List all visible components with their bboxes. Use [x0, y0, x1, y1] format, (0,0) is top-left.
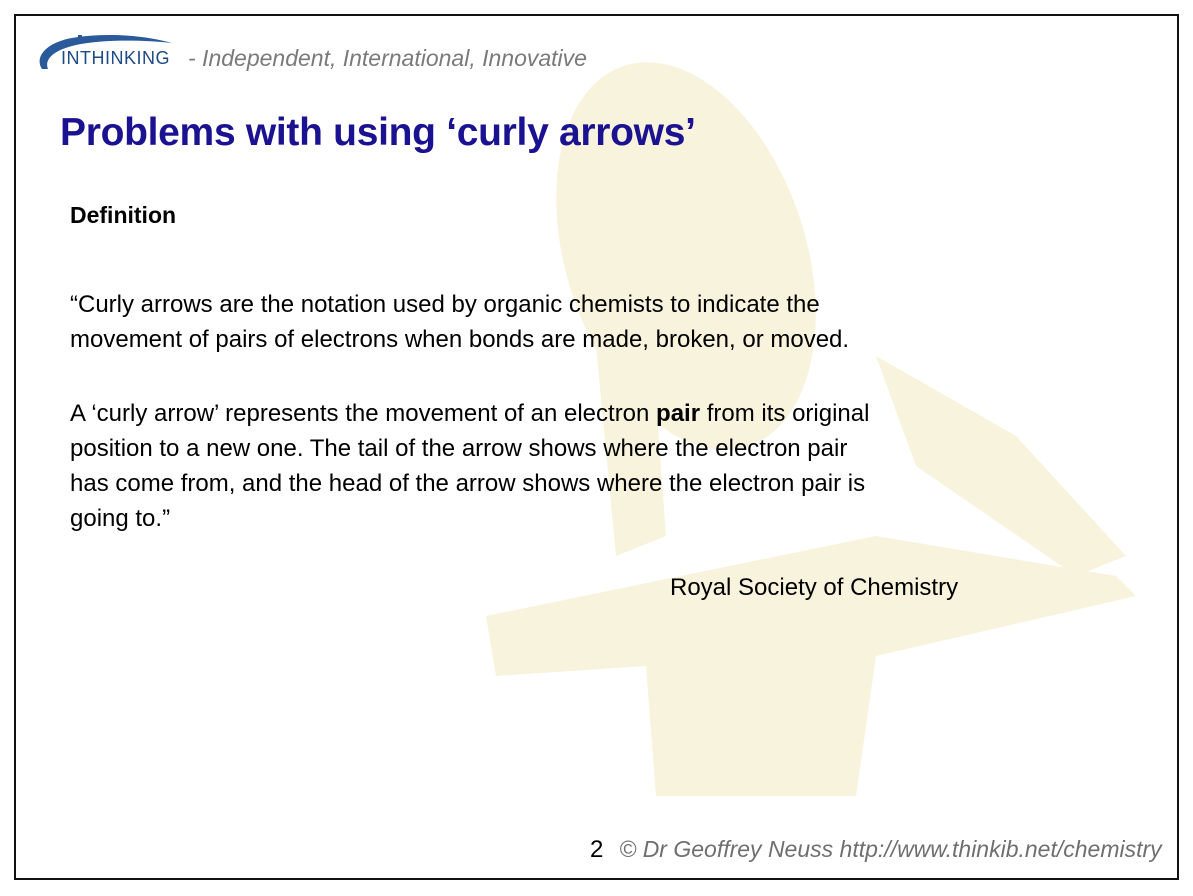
paragraph-line	[70, 396, 869, 431]
definition-heading: Definition	[70, 202, 177, 228]
header	[34, 28, 587, 76]
footer	[590, 836, 1162, 864]
line-text: A ‘curly arrow’ represents the movement of an electron	[70, 400, 657, 427]
inthinking-logo	[34, 29, 184, 75]
slide	[14, 14, 1179, 880]
line-text: from its original	[700, 400, 870, 427]
emphasis-pair: pair	[656, 400, 701, 427]
logo-text: INTHINKING	[61, 48, 171, 68]
tagline: - Independent, International, Innovative	[188, 44, 587, 71]
paragraph-line: movement of pairs of electrons when bonds are made, broken, or moved.	[70, 326, 850, 353]
paragraph-line: position to a new one. The tail of the arrow shows where the electron pair	[70, 435, 848, 462]
definition-paragraph-2	[70, 396, 869, 536]
quote-source: Royal Society of Chemistry	[670, 574, 959, 601]
paragraph-line: has come from, and the head of the arrow shows where the electron pair is	[70, 470, 866, 497]
paragraph-line: going to.”	[70, 505, 171, 532]
slide-title: Problems with using ‘curly arrows’	[60, 111, 696, 154]
definition-paragraph-1	[70, 287, 849, 357]
paragraph-line: “Curly arrows are the notation used by organic chemists to indicate the	[70, 291, 820, 318]
copyright-text: © Dr Geoffrey Neuss http://www.thinkib.net/chemistry	[619, 836, 1162, 862]
page-number: 2	[590, 836, 604, 863]
